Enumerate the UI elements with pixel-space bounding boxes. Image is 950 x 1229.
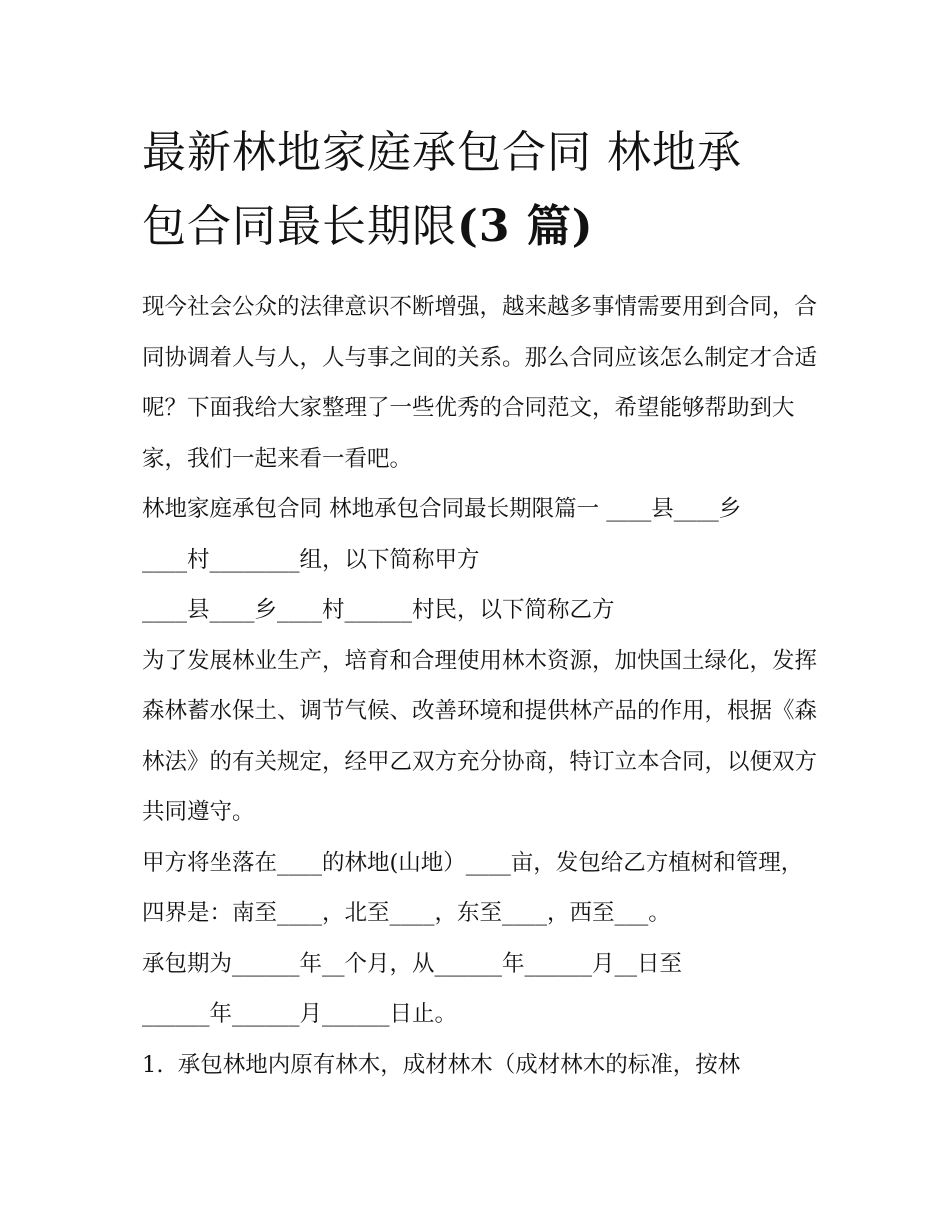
party-a-line-1: 林地家庭承包合同 林地承包合同最长期限篇一 ____县____乡	[142, 496, 742, 522]
party-b-line: ____县____乡____村______村民，以下简称乙方	[142, 597, 615, 623]
party-a-line-2: ____村________组，以下简称甲方	[142, 546, 480, 573]
title-line-2: 包合同最长期限	[142, 201, 457, 252]
term-line-2: ______年______月______日止。	[142, 1001, 458, 1027]
intro-paragraph: 现今社会公众的法律意识不断增强，越来越多事情需要用到合同，合同协调着人与人，人与事之间的关系。那么合同应该怎么制定才合适呢？下面我给大家整理了一些优秀的合同范文，希望能够帮助到大家，我们一起来看一看吧。	[142, 294, 818, 472]
title-article-count: (3 篇)	[457, 201, 594, 252]
document-title	[142, 116, 832, 264]
document-body	[142, 282, 822, 1091]
title-line-1: 最新林地家庭承包合同 林地承	[142, 127, 742, 178]
land-paragraph: 甲方将坐落在____的林地(山地）____亩，发包给乙方植树和管理，四界是：南至____，北至____，东至____，西至___。	[142, 849, 804, 926]
clause-1: 1. 承包林地内原有林木，成材林木（成材林木的标准，按林	[142, 1051, 741, 1078]
term-line-1: 承包期为______年__个月，从______年______月__日至	[142, 950, 683, 977]
purpose-paragraph: 为了发展林业生产，培育和合理使用林木资源，加快国土绿化，发挥森林蓄水保土、调节气候、改善环境和提供林产品的作用，根据《森林法》的有关规定，经甲乙双方充分协商，特订立本合同，以便双方共同遵守。	[142, 647, 818, 825]
